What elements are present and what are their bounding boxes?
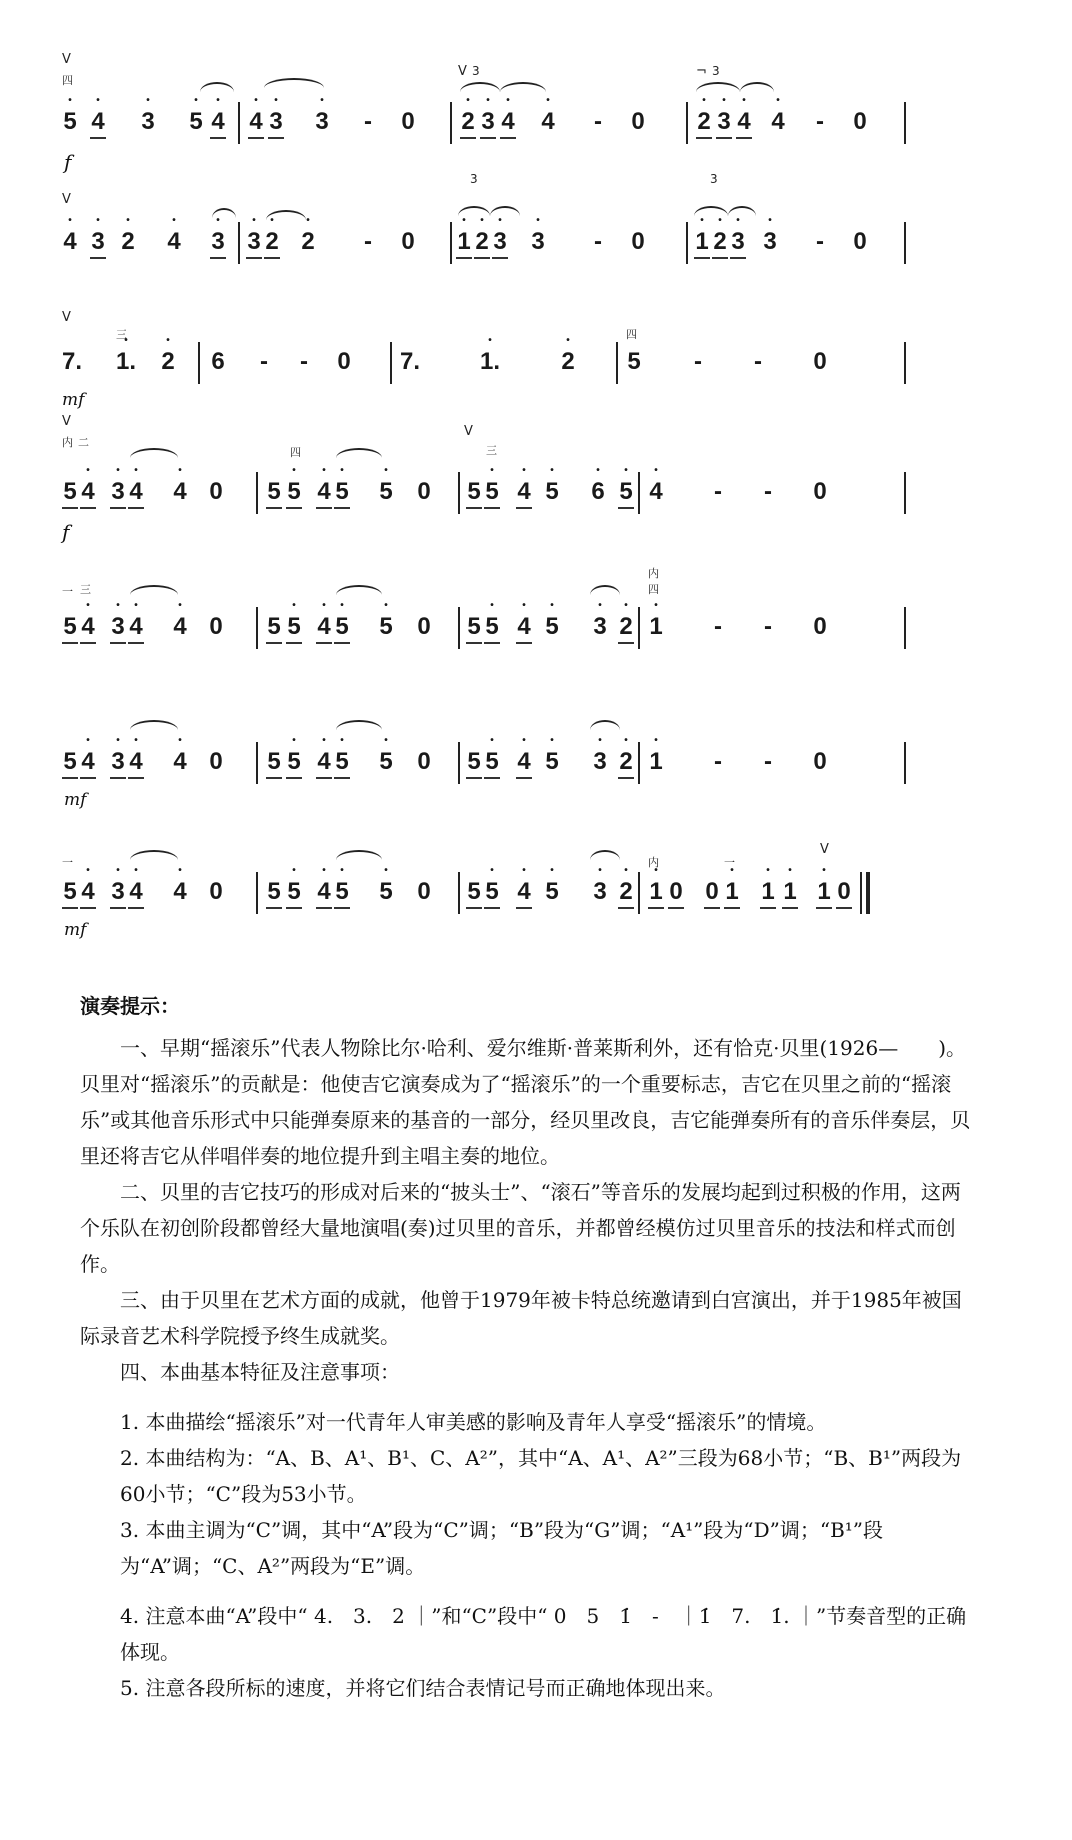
slur bbox=[728, 206, 756, 226]
note: • 5 bbox=[378, 748, 394, 776]
bar-line bbox=[904, 607, 906, 649]
slur bbox=[212, 208, 236, 228]
bar-line bbox=[458, 607, 460, 649]
note: • 3 bbox=[110, 613, 126, 644]
note: • 3 bbox=[110, 878, 126, 909]
note: • 1 bbox=[816, 878, 832, 909]
slur bbox=[336, 850, 382, 870]
bar-line bbox=[686, 102, 688, 144]
note: • 5 bbox=[286, 878, 302, 909]
note: 0 bbox=[209, 613, 223, 640]
string-mark: 四 bbox=[648, 583, 659, 596]
slur bbox=[336, 585, 382, 605]
note: • 4 bbox=[210, 108, 226, 139]
note: • 4 bbox=[80, 613, 96, 644]
note: • 3 bbox=[210, 228, 226, 259]
note: • 4 bbox=[540, 108, 556, 136]
note: • 1 bbox=[760, 878, 776, 909]
note: - bbox=[364, 108, 372, 135]
note: • 2 bbox=[560, 348, 576, 376]
note: 0 bbox=[401, 228, 415, 255]
note: • 2 bbox=[618, 878, 634, 909]
note: • 2 bbox=[696, 108, 712, 139]
note: 0 bbox=[813, 348, 827, 375]
bar-line bbox=[238, 222, 240, 264]
bar-line bbox=[638, 872, 640, 914]
breath-mark: V bbox=[62, 310, 71, 325]
note: • 2 bbox=[460, 108, 476, 139]
note: • 4 bbox=[500, 108, 516, 139]
note: • 4 bbox=[172, 748, 188, 776]
note: • 3 bbox=[246, 228, 262, 259]
string-mark: 内 bbox=[648, 856, 659, 869]
note: - bbox=[714, 748, 722, 775]
bar-line bbox=[256, 472, 258, 514]
note: • 3 bbox=[140, 108, 156, 136]
slur bbox=[490, 206, 520, 226]
note: 0 bbox=[836, 878, 852, 909]
bar-line bbox=[638, 472, 640, 514]
fingering-mark: 一 bbox=[724, 856, 735, 869]
note: • 1 bbox=[782, 878, 798, 909]
string-mark: 三 bbox=[80, 583, 91, 596]
note: 0 bbox=[853, 228, 867, 255]
note: - bbox=[364, 228, 372, 255]
note: - bbox=[300, 348, 308, 375]
hint-item-5: 5. 注意各段所标的速度，并将它们结合表情记号而正确地体现出来。 bbox=[120, 1676, 726, 1700]
triplet-mark: 3 bbox=[472, 64, 480, 78]
note: • 5 bbox=[378, 613, 394, 641]
note: • 4 bbox=[128, 613, 144, 644]
note: 0 bbox=[337, 348, 351, 375]
slur bbox=[264, 78, 324, 98]
note: • 5 bbox=[188, 108, 204, 136]
string-mark: 四 bbox=[290, 446, 301, 459]
note: • 5 bbox=[544, 878, 560, 906]
bar-line bbox=[904, 102, 906, 144]
note: • 4 bbox=[316, 748, 332, 779]
note: • 3 bbox=[592, 748, 608, 776]
note: • 2 bbox=[120, 228, 136, 256]
note: • 3 bbox=[730, 228, 746, 259]
note: • 5 bbox=[484, 878, 500, 909]
note: 0 bbox=[209, 478, 223, 505]
note: • 2 bbox=[618, 748, 634, 779]
note: - bbox=[714, 613, 722, 640]
performance-hints bbox=[80, 1030, 980, 1706]
note: • 4 bbox=[166, 228, 182, 256]
note: • 4 bbox=[516, 878, 532, 909]
note: • 4 bbox=[90, 108, 106, 139]
slur bbox=[590, 585, 620, 605]
note: • 5 bbox=[544, 748, 560, 776]
note: - bbox=[260, 348, 268, 375]
score-row-2 bbox=[60, 170, 1020, 280]
slur bbox=[694, 206, 728, 226]
note: • 4 bbox=[172, 478, 188, 506]
note: • 2 bbox=[712, 228, 728, 259]
dynamic-mark: f bbox=[62, 520, 70, 544]
fingering-mark: ¬ bbox=[696, 64, 707, 79]
note: 0 bbox=[417, 878, 431, 905]
string-mark: 四 bbox=[62, 74, 73, 87]
note: • 3 bbox=[530, 228, 546, 256]
hint-paragraph-4: 四、本曲基本特征及注意事项： bbox=[120, 1360, 400, 1384]
note: • 4 bbox=[80, 878, 96, 909]
note: • 5 bbox=[334, 748, 350, 779]
note: • 3 bbox=[492, 228, 508, 259]
slur bbox=[590, 720, 620, 740]
dynamic-mark: mf bbox=[62, 390, 85, 410]
note: 0 bbox=[417, 613, 431, 640]
note: - bbox=[816, 108, 824, 135]
note: 5 bbox=[466, 878, 482, 909]
bar-line bbox=[686, 222, 688, 264]
note: • 4 bbox=[736, 108, 752, 139]
bar-line bbox=[638, 607, 640, 649]
triplet-mark: 3 bbox=[470, 172, 478, 186]
note: • 5 bbox=[286, 478, 302, 509]
note: 0 bbox=[631, 108, 645, 135]
note: 0 bbox=[704, 878, 720, 909]
note: • 3 bbox=[592, 613, 608, 641]
note: • 1 bbox=[648, 878, 664, 909]
bar-line bbox=[390, 342, 392, 384]
note: - bbox=[764, 613, 772, 640]
note: • 3 bbox=[592, 878, 608, 906]
note: - bbox=[594, 108, 602, 135]
hint-paragraph-1: 一、早期“摇滚乐”代表人物除比尔·哈利、爱尔维斯·普莱斯利外，还有恰克·贝里(1926— )。贝里对“摇滚乐”的贡献是：他使吉它演奏成为了“摇滚乐”的一个重要标志，吉它在贝里之前的“摇滚乐”或其他音乐形式中只能弹奏原来的基音的一部分，经贝里改良，吉它能弹奏所有的音乐伴奏层，贝里还将吉它从伴唱伴奏的地位提升到主唱主奏的地位。 bbox=[80, 1036, 971, 1168]
note: • 3 bbox=[716, 108, 732, 139]
note: • 2 bbox=[264, 228, 280, 259]
string-mark: 二 bbox=[78, 436, 89, 449]
score-row-1 bbox=[60, 50, 1020, 174]
note: • 4 bbox=[516, 478, 532, 509]
note: 5 bbox=[266, 613, 282, 644]
note: • 4 bbox=[516, 748, 532, 779]
note: 0 bbox=[417, 748, 431, 775]
note: • 2 bbox=[160, 348, 176, 376]
note: • 4 bbox=[648, 478, 664, 506]
note: • 5 bbox=[334, 878, 350, 909]
string-mark: 三 bbox=[486, 444, 497, 457]
hint-item-3: 3. 本曲主调为“C”调，其中“A”段为“C”调；“B”段为“G”调；“A¹”段为“D”调；“B¹”段为“A”调；“C、A²”两段为“E”调。 bbox=[120, 1518, 884, 1578]
note: 5 bbox=[266, 478, 282, 509]
note: • 3 bbox=[762, 228, 778, 256]
note: • 4 bbox=[172, 613, 188, 641]
breath-mark: V bbox=[62, 52, 71, 67]
note: • 4 bbox=[516, 613, 532, 644]
note: 5 bbox=[627, 348, 641, 375]
note: • 5 bbox=[484, 748, 500, 779]
bar-line bbox=[458, 742, 460, 784]
dynamic-mark: mf bbox=[64, 790, 87, 810]
bar-line bbox=[198, 342, 200, 384]
note: 0 bbox=[417, 478, 431, 505]
hint-paragraph-2: 二、贝里的吉它技巧的形成对后来的“披头士”、“滚石”等音乐的发展均起到过积极的作用，这两个乐队在初创阶段都曾经大量地演唱(奏)过贝里的音乐，并都曾经模仿过贝里音乐的技法和样式而创作。 bbox=[80, 1180, 961, 1276]
slur bbox=[130, 448, 178, 468]
note: • 4 bbox=[770, 108, 786, 136]
note: 0 bbox=[813, 613, 827, 640]
note: - bbox=[816, 228, 824, 255]
bar-line bbox=[256, 872, 258, 914]
fingering-mark: 一 bbox=[62, 856, 73, 869]
bar-line bbox=[458, 472, 460, 514]
triplet-mark: 3 bbox=[712, 64, 720, 78]
note: • 1 bbox=[694, 228, 710, 259]
score-row-7 bbox=[60, 820, 1020, 940]
string-mark: 四 bbox=[626, 328, 637, 341]
breath-mark: V bbox=[62, 414, 71, 429]
note: 0 bbox=[668, 878, 684, 909]
note: • 4 bbox=[316, 613, 332, 644]
note: • 1. bbox=[480, 348, 500, 376]
slur bbox=[130, 585, 178, 605]
note: • 5 bbox=[484, 613, 500, 644]
breath-mark: V bbox=[464, 424, 473, 439]
note: • 2 bbox=[618, 613, 634, 644]
note: • 4 bbox=[316, 878, 332, 909]
dynamic-mark: mf bbox=[64, 920, 87, 940]
note: 5 bbox=[266, 748, 282, 779]
score-row-6 bbox=[60, 690, 1020, 810]
note: 0 bbox=[813, 478, 827, 505]
note: • 4 bbox=[62, 228, 78, 256]
hint-paragraph-3: 三、由于贝里在艺术方面的成就，他曾于1979年被卡特总统邀请到白宫演出，并于1985年被国际录音艺术科学院授予终生成就奖。 bbox=[80, 1288, 962, 1348]
note: - bbox=[764, 748, 772, 775]
bar-line bbox=[904, 742, 906, 784]
note: 0 bbox=[631, 228, 645, 255]
note: • 3 bbox=[480, 108, 496, 139]
bar-line bbox=[904, 222, 906, 264]
note: • 4 bbox=[80, 748, 96, 779]
note: • 4 bbox=[316, 478, 332, 509]
note: 6 bbox=[211, 348, 225, 375]
note: • 4 bbox=[128, 748, 144, 779]
bar-line bbox=[616, 342, 618, 384]
score-row-4 bbox=[60, 414, 1020, 544]
note: 0 bbox=[853, 108, 867, 135]
note: • 5 bbox=[544, 613, 560, 641]
note: - bbox=[754, 348, 762, 375]
note: • 5 bbox=[334, 613, 350, 644]
note: • 1 bbox=[648, 748, 664, 776]
note: • 6 bbox=[590, 478, 606, 506]
bar-line bbox=[256, 742, 258, 784]
note: • 5 bbox=[378, 878, 394, 906]
note: • 5 bbox=[618, 478, 634, 509]
note: - bbox=[764, 478, 772, 505]
note: • 4 bbox=[128, 878, 144, 909]
final-bar-line bbox=[866, 872, 870, 914]
dynamic-mark: f bbox=[64, 150, 72, 174]
bar-line bbox=[904, 472, 906, 514]
score-row-3 bbox=[60, 290, 1020, 410]
note: 0 bbox=[209, 878, 223, 905]
note: • 4 bbox=[80, 478, 96, 509]
note: • 3 bbox=[110, 748, 126, 779]
note: 5 bbox=[62, 613, 78, 644]
fingering-mark: 一 bbox=[62, 585, 73, 598]
score-row-5 bbox=[60, 555, 1020, 665]
note: 5 bbox=[466, 748, 482, 779]
bar-line bbox=[238, 102, 240, 144]
note: • 1 bbox=[456, 228, 472, 259]
note: • 4 bbox=[172, 878, 188, 906]
note: • 1 bbox=[648, 613, 664, 641]
bar-line bbox=[256, 607, 258, 649]
hint-item-4: 4. 注意本曲“A”段中“ 4. 3. 2 ｜”和“C”段中“ 0 5 1̇ - ｜1̇ 7. 1̇. ｜”节奏音型的正确体现。 bbox=[120, 1604, 967, 1664]
breath-mark: V bbox=[458, 64, 467, 79]
note: • 2 bbox=[474, 228, 490, 259]
breath-mark: V bbox=[820, 842, 829, 857]
bar-line bbox=[450, 102, 452, 144]
note: - bbox=[594, 228, 602, 255]
breath-mark: V bbox=[62, 192, 71, 207]
note: 5 bbox=[266, 878, 282, 909]
string-mark: 三 bbox=[116, 328, 127, 341]
bar-line bbox=[904, 342, 906, 384]
string-mark: 内 bbox=[62, 436, 73, 449]
note: • 1 bbox=[724, 878, 740, 909]
note: - bbox=[714, 478, 722, 505]
bar-line bbox=[638, 742, 640, 784]
slur bbox=[266, 210, 306, 230]
slur bbox=[200, 82, 234, 102]
slur bbox=[590, 850, 620, 870]
note: 5 bbox=[62, 878, 78, 909]
final-bar-line bbox=[860, 872, 862, 914]
note: • 4 bbox=[248, 108, 264, 139]
note: • 5 bbox=[286, 613, 302, 644]
note: • 3 bbox=[110, 478, 126, 509]
note: 7. bbox=[62, 348, 83, 375]
note: • 5 bbox=[62, 108, 78, 136]
slur bbox=[130, 720, 178, 740]
hint-item-2: 2. 本曲结构为：“A、B、A¹、B¹、C、A²”，其中“A、A¹、A²”三段为68小节；“B、B¹”两段为60小节；“C”段为53小节。 bbox=[120, 1446, 962, 1506]
note: • 3 bbox=[90, 228, 106, 259]
note: • 5 bbox=[334, 478, 350, 509]
note: 5 bbox=[62, 478, 78, 509]
note: 5 bbox=[62, 748, 78, 779]
note: • 2 bbox=[300, 228, 316, 256]
note: • 1. bbox=[116, 348, 136, 376]
slur bbox=[130, 850, 178, 870]
note: • 3 bbox=[314, 108, 330, 136]
string-mark: 内 bbox=[648, 567, 659, 580]
slur bbox=[336, 720, 382, 740]
bar-line bbox=[450, 222, 452, 264]
note: 7. bbox=[400, 348, 421, 375]
note: • 5 bbox=[484, 478, 500, 509]
note: • 4 bbox=[128, 478, 144, 509]
note: 0 bbox=[813, 748, 827, 775]
note: • 5 bbox=[378, 478, 394, 506]
triplet-mark: 3 bbox=[710, 172, 718, 186]
note: • 5 bbox=[286, 748, 302, 779]
slur bbox=[336, 448, 382, 468]
note: • 3 bbox=[268, 108, 284, 139]
note: • 5 bbox=[544, 478, 560, 506]
note: 0 bbox=[401, 108, 415, 135]
hint-item-1: 1. 本曲描绘“摇滚乐”对一代青年人审美感的影响及青年人享受“摇滚乐”的情境。 bbox=[120, 1410, 827, 1434]
note: - bbox=[694, 348, 702, 375]
bar-line bbox=[458, 872, 460, 914]
note: 5 bbox=[466, 478, 482, 509]
performance-hints-title: 演奏提示： bbox=[80, 994, 180, 1018]
note: 5 bbox=[466, 613, 482, 644]
note: 0 bbox=[209, 748, 223, 775]
